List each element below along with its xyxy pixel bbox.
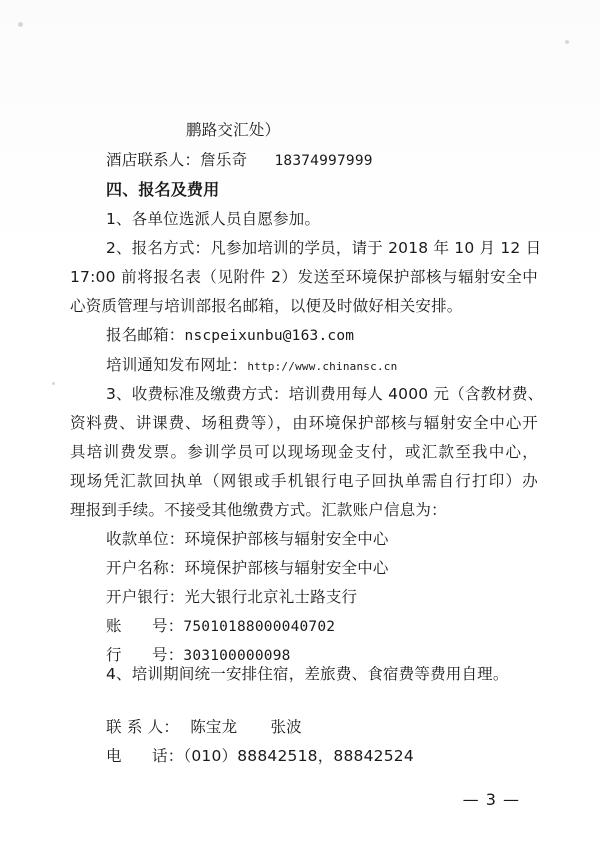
account-number-value: 75010188000040702 — [183, 619, 336, 635]
hotel-address-end: 鹏路交汇处） — [186, 121, 281, 139]
account-number-line — [106, 616, 335, 637]
notice-label: 培训通知发布网址： — [106, 356, 248, 374]
contacts-line — [106, 717, 302, 737]
contacts-label: 联 系 人： — [106, 718, 180, 736]
item-3-line-1: 3、收费标准及缴费方式：培训费用每人 4000 元（含教材费、 — [106, 385, 544, 403]
account-number-label-b: 号： — [152, 617, 184, 635]
email-line — [106, 325, 354, 346]
account-number-label-a: 账 — [106, 617, 122, 635]
account-name-line — [106, 558, 389, 578]
scan-speck — [52, 382, 55, 385]
contact-phone-label-b: 话： — [152, 747, 184, 765]
item-2-line-3: 心资质管理与培训部报名邮箱，以便及时做好相关安排。 — [70, 297, 463, 315]
item-3-line-4: 现场凭汇款回执单（网银或手机银行电子回执单需自行打印）办 — [70, 472, 538, 490]
hotel-contact-name: 詹乐奇 — [200, 151, 248, 169]
bank-code-label-a: 行 — [106, 646, 122, 664]
account-name-value: 环境保护部核与辐射安全中心 — [184, 559, 389, 577]
hotel-contact-phone: 18374997999 — [274, 153, 373, 169]
bank-label: 开户银行： — [106, 588, 185, 606]
contact-person-1: 陈宝龙 — [190, 718, 238, 736]
payee-label: 收款单位： — [106, 530, 185, 548]
page-number: — 3 — — [462, 790, 520, 809]
item-4: 4、培训期间统一安排住宿，差旅费、食宿费等费用自理。 — [106, 665, 509, 683]
contact-phone-line — [106, 746, 414, 766]
notice-line — [106, 355, 397, 377]
email-value[interactable]: nscpeixunbu@163.com — [184, 328, 355, 344]
item-2-line-2: 17:00 前将报名表（见附件 2）发送至环境保护部核与辐射安全中 — [70, 268, 538, 286]
bank-code-value: 303100000098 — [183, 648, 291, 664]
bank-value: 光大银行北京礼士路支行 — [184, 588, 358, 606]
payee-line — [106, 529, 389, 549]
payee-value: 环境保护部核与辐射安全中心 — [184, 530, 389, 548]
hotel-contact-line — [106, 150, 373, 171]
email-label: 报名邮箱： — [106, 326, 185, 344]
item-2-line-1: 2、报名方式：凡参加培训的学员，请于 2018 年 10 月 12 日 — [106, 239, 542, 257]
contact-person-2: 张波 — [270, 718, 302, 736]
item-3-line-3: 具培训费发票。参训学员可以现场现金支付，或汇款至我中心， — [70, 443, 538, 461]
bank-code-label-b: 号： — [152, 646, 184, 664]
contact-phone-value: （010）88842518，88842524 — [183, 747, 414, 765]
account-name-label: 开户名称： — [106, 559, 185, 577]
bank-line — [106, 587, 357, 607]
item-1: 1、各单位选派人员自愿参加。 — [106, 210, 321, 228]
contact-phone-label-a: 电 — [106, 747, 122, 765]
bank-code-line — [106, 645, 291, 666]
scan-speck — [18, 22, 23, 27]
item-3-line-5: 理报到手续。不接受其他缴费方式。汇款账户信息为： — [70, 501, 447, 519]
section-title: 四、报名及费用 — [106, 180, 220, 199]
item-3-line-2: 资料费、讲课费、场租费等），由环境保护部核与辐射安全中心开 — [70, 414, 538, 432]
scan-speck — [565, 40, 569, 44]
notice-url[interactable]: http://www.chinansc.cn — [247, 360, 398, 373]
hotel-contact-label: 酒店联系人： — [106, 151, 201, 169]
